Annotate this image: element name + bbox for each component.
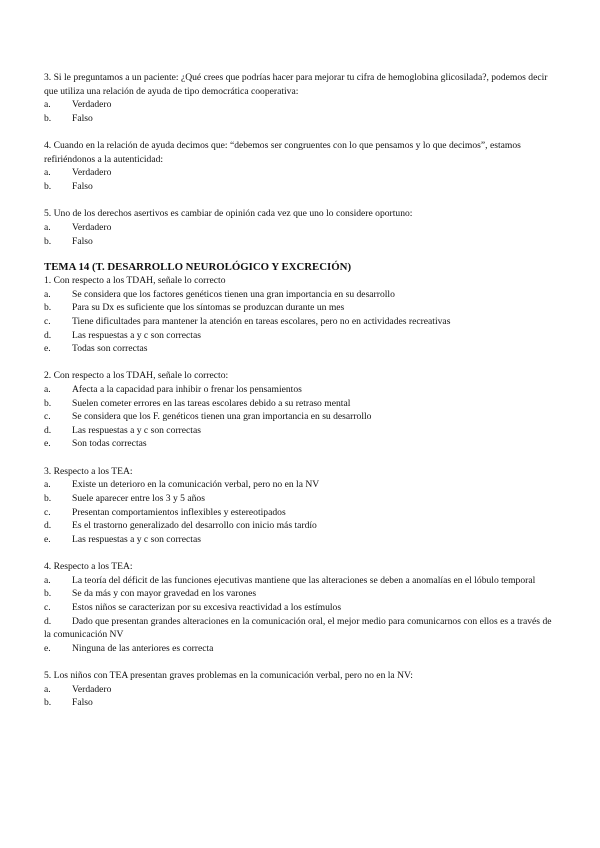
option-letter: d. [44, 329, 52, 341]
option-letter: d. [44, 424, 52, 436]
question-text: 5. Los niños con TEA presentan graves problemas en la comunicación verbal, pero no en la NV: [44, 670, 413, 682]
answer-option [44, 437, 556, 451]
option-letter: e. [44, 533, 51, 545]
option-text: Falso [72, 112, 93, 124]
document-body [44, 71, 556, 710]
answer-option [44, 342, 556, 356]
option-text: Falso [72, 180, 93, 192]
option-letter: b. [44, 302, 52, 314]
question-text: 4. Respecto a los TEA: [44, 561, 133, 573]
option-text: Afecta a la capacidad para inhibir o frenar los pensamientos [72, 384, 302, 396]
option-letter: a. [44, 99, 51, 111]
option-letter: a. [44, 384, 51, 396]
answer-option [44, 221, 556, 235]
option-text: Suele aparecer entre los 3 y 5 años [72, 493, 205, 505]
question-block [44, 71, 556, 125]
answer-option [44, 533, 556, 547]
answer-option [44, 98, 556, 112]
answer-option [44, 315, 556, 329]
option-text: Verdadero [72, 99, 112, 111]
question-text: 5. Uno de los derechos asertivos es cambiar de opinión cada vez que uno lo considere oportuno: [44, 208, 413, 220]
question-block [44, 560, 556, 655]
answer-option [44, 329, 556, 343]
option-text: Falso [72, 697, 93, 709]
option-letter: c. [44, 506, 51, 518]
option-text: Las respuestas a y c son correctas [72, 329, 201, 341]
answer-option [44, 301, 556, 315]
option-letter: c. [44, 411, 51, 423]
answer-option [44, 112, 556, 126]
question-block [44, 465, 556, 547]
option-text: Las respuestas a y c son correctas [72, 533, 201, 545]
option-letter: b. [44, 235, 52, 247]
answer-option [44, 506, 556, 520]
option-text: Verdadero [72, 167, 112, 179]
answer-option [44, 288, 556, 302]
answer-option [44, 696, 556, 710]
question-text: 2. Con respecto a los TDAH, señale lo correcto: [44, 370, 229, 382]
answer-option [44, 180, 556, 194]
option-text: La teoría del déficit de las funciones ejecutivas mantiene que las alteraciones se deben a anomalías en el lóbulo temporal [72, 574, 536, 586]
option-letter: c. [44, 315, 51, 327]
option-text: Es el trastorno generalizado del desarrollo con inicio más tardío [72, 520, 317, 532]
option-letter: e. [44, 642, 51, 654]
answer-option [44, 587, 556, 601]
option-text: Se considera que los factores genéticos tienen una gran importancia en su desarrollo [72, 288, 395, 300]
question-block [44, 274, 556, 356]
option-letter: d. [44, 520, 52, 532]
option-letter: a. [44, 683, 51, 695]
option-letter: a. [44, 167, 51, 179]
answer-option [44, 519, 556, 533]
option-text: Ninguna de las anteriores es correcta [72, 642, 214, 654]
question-text: 3. Respecto a los TEA: [44, 465, 133, 477]
answer-option [44, 492, 556, 506]
answer-option [44, 642, 556, 656]
option-text: Para su Dx es suficiente que los síntomas se produzcan durante un mes [72, 302, 345, 314]
option-letter: e. [44, 438, 51, 450]
option-letter: a. [44, 288, 51, 300]
option-text: Dado que presentan grandes alteraciones en la comunicación oral, el mejor medio para comunicarnos con ellos es a través de la comunicación NV [44, 615, 552, 641]
option-text: Verdadero [72, 221, 112, 233]
answer-option [44, 410, 556, 424]
option-letter: e. [44, 343, 51, 355]
option-text: Se da más y con mayor gravedad en los varones [72, 588, 257, 600]
option-text: Se considera que los F. genéticos tienen una gran importancia en su desarrollo [72, 411, 372, 423]
option-text: Son todas correctas [72, 438, 147, 450]
option-letter: b. [44, 588, 52, 600]
option-letter: d. [44, 615, 52, 627]
question-text: 1. Con respecto a los TDAH, señale lo correcto [44, 275, 226, 287]
option-text: Verdadero [72, 683, 112, 695]
answer-option [44, 574, 556, 588]
question-block [44, 669, 556, 710]
question-text: 3. Si le preguntamos a un paciente: ¿Qué crees que podrías hacer para mejorar tu cifra de hemoglobina glicosilada?, podemos decir que utiliza una relación de ayuda de tipo democrática cooperativa: [44, 72, 548, 97]
question-block [44, 207, 556, 248]
answer-option [44, 601, 556, 615]
option-text: Falso [72, 235, 93, 247]
option-letter: b. [44, 397, 52, 409]
answer-option [44, 478, 556, 492]
option-letter: a. [44, 221, 51, 233]
question-text: 4. Cuando en la relación de ayuda decimos que: “debemos ser congruentes con lo que pensamos y lo que decimos”, estamos refiriéndonos a la autenticidad: [44, 140, 521, 165]
option-text: Las respuestas a y c son correctas [72, 424, 201, 436]
answer-option [44, 424, 556, 438]
section-heading: TEMA 14 (T. DESARROLLO NEUROLÓGICO Y EXCRECIÓN) [44, 261, 352, 274]
option-text: Estos niños se caracterizan por su excesiva reactividad a los estímulos [72, 601, 342, 613]
question-block [44, 139, 556, 193]
option-letter: b. [44, 180, 52, 192]
option-letter: a. [44, 574, 51, 586]
answer-option [44, 615, 556, 642]
option-letter: b. [44, 112, 52, 124]
option-text: Existe un deterioro en la comunicación verbal, pero no en la NV [72, 479, 320, 491]
option-text: Todas son correctas [72, 343, 148, 355]
answer-option [44, 397, 556, 411]
question-block [44, 369, 556, 451]
answer-option [44, 235, 556, 249]
option-letter: b. [44, 697, 52, 709]
option-text: Suelen cometer errores en las tareas escolares debido a su retraso mental [72, 397, 351, 409]
option-text: Presentan comportamientos inflexibles y estereotipados [72, 506, 286, 518]
option-letter: a. [44, 479, 51, 491]
answer-option [44, 166, 556, 180]
option-text: Tiene dificultades para mantener la atención en tareas escolares, pero no en actividades recreativas [72, 315, 451, 327]
answer-option [44, 683, 556, 697]
option-letter: c. [44, 601, 51, 613]
answer-option [44, 383, 556, 397]
option-letter: b. [44, 493, 52, 505]
